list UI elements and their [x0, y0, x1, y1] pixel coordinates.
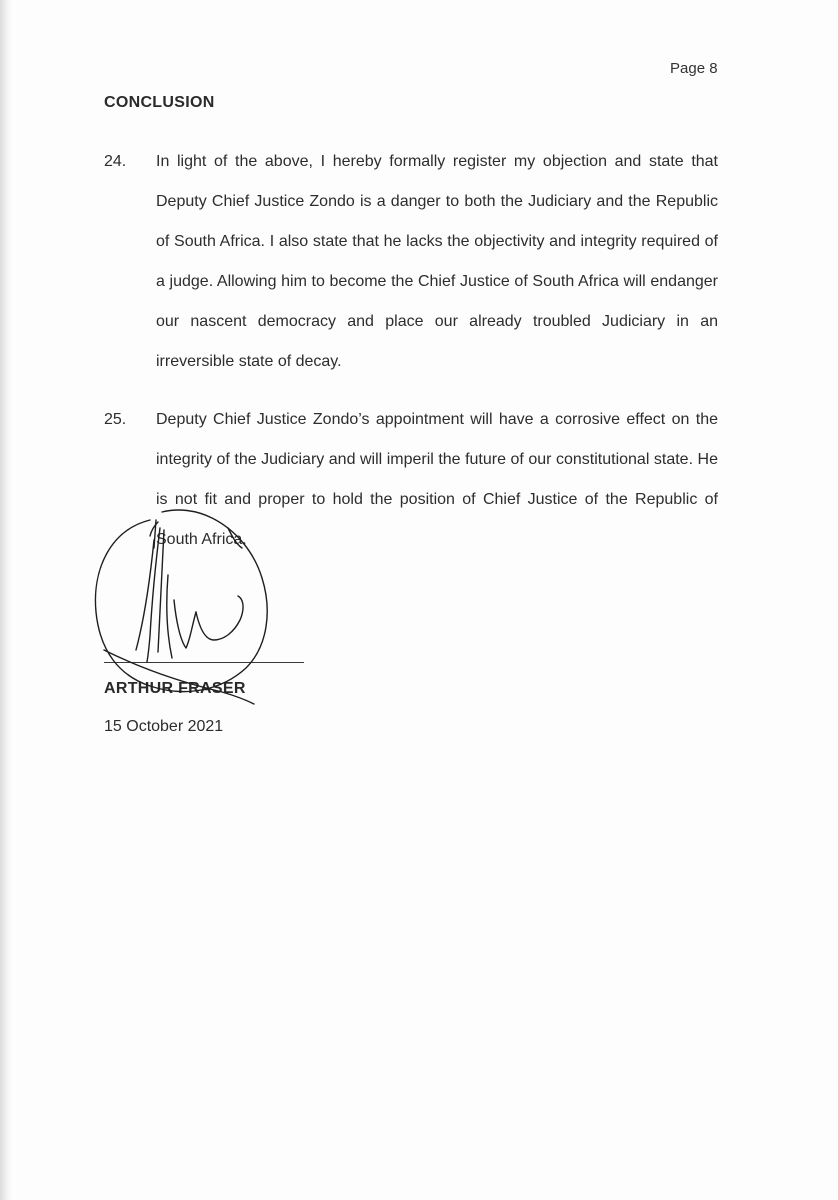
section-heading: CONCLUSION — [104, 94, 215, 111]
signature-date: 15 October 2021 — [104, 718, 224, 735]
paragraph-number: 25. — [104, 411, 127, 428]
signature-stroke — [174, 600, 196, 648]
paragraph-text: In light of the above, I hereby formally register my objection and state that Deputy Chief Justice Zondo is a danger to both the Judiciary and the Republic of South Africa. I also state that he lacks the objectivity and integrity required of a judge. Allowing him to become the Chief Justice of South Africa will endanger our nascent democracy and place our already troubled Judiciary in an irreversible state of decay. — [156, 153, 718, 370]
signature-line — [104, 662, 304, 663]
signature-stroke — [196, 596, 243, 640]
signature-stroke — [167, 575, 172, 658]
paragraph-text: Deputy Chief Justice Zondo’s appointment will have a corrosive effect on the integrity of the Judiciary and will imperil the future of our constitutional state. He is not fit and proper to hold the position of Chief Justice of the Republic of South Africa. — [156, 411, 718, 548]
page-number: Page 8 — [670, 60, 718, 77]
signatory-name: ARTHUR FRASER — [104, 680, 246, 697]
page-edge-shadow — [0, 0, 12, 1200]
paragraph-number: 24. — [104, 153, 127, 170]
paragraph — [104, 400, 718, 560]
paragraph — [104, 142, 718, 382]
